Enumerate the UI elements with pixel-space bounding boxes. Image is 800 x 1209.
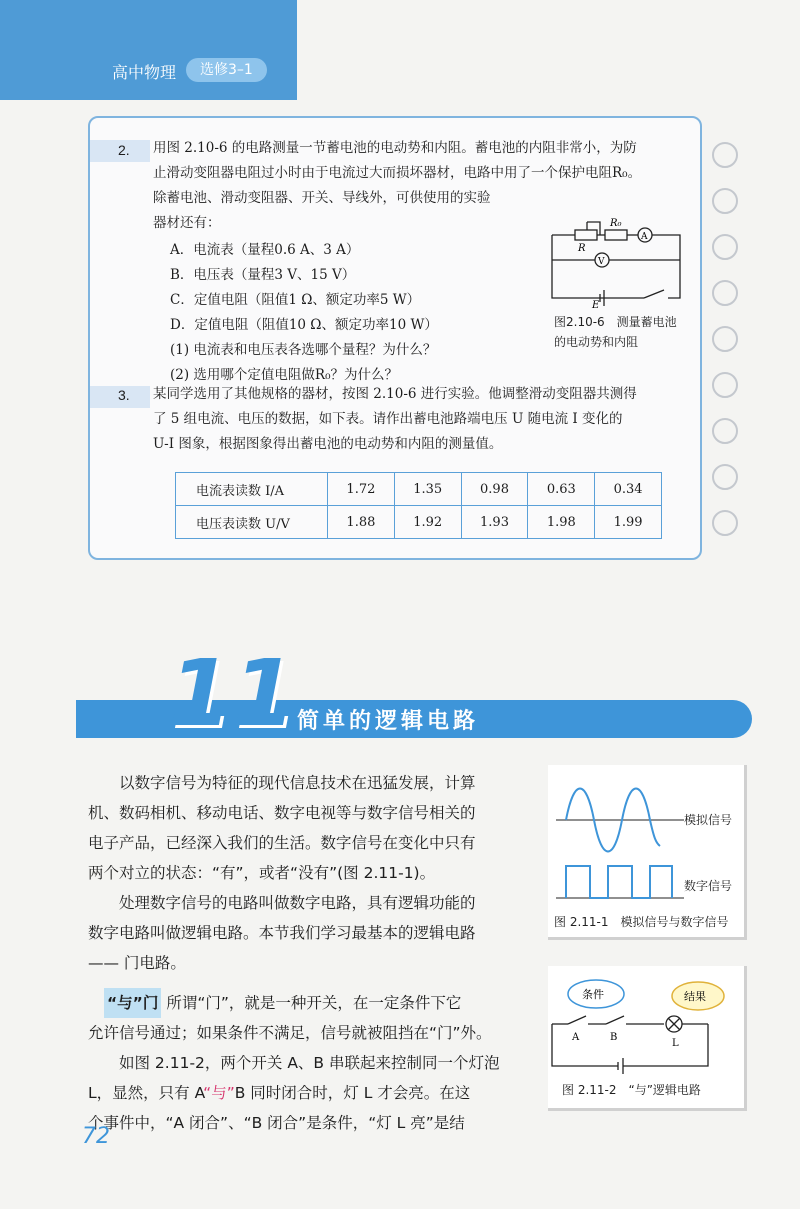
q2-options [170,238,550,388]
fig-2-11-1-caption: 图 2.11-1 模拟信号与数字信号 [554,915,729,929]
table-row [176,473,662,506]
volume-pill: 选修3–1 [186,58,267,82]
ammeter-label: A [641,232,648,242]
text-line: 处理数字信号的电路叫做数字电路，具有逻辑功能的 [119,894,476,912]
fig-2-11-2-caption: 图 2.11-2 “与”逻辑电路 [562,1083,701,1097]
switch-b-label: B [610,1032,618,1043]
text-line: 个事件中，“A 闭合”、“B 闭合”是条件，“灯 L 亮”是结 [88,1114,465,1132]
q2-line: 用图 2.10-6 的电路测量一节蓄电池的电动势和内阻。蓄电池的内阻非常小，为防 [153,140,637,156]
q3-line: 了 5 组电流、电压的数据，如下表。请作出蓄电池路端电压 U 随电流 I 变化的 [153,411,623,427]
caption-line: 的电动势和内阻 [554,335,639,349]
table-cell: 1.93 [461,506,528,539]
text-line: 电子产品，已经深入我们的生活。数字信号在变化中只有 [88,834,476,852]
ring-icon [712,280,738,306]
text-line: 以数字信号为特征的现代信息技术在迅猛发展，计算 [119,774,476,792]
digital-label: 数字信号 [684,879,733,893]
ring-icon [712,464,738,490]
ring-icon [712,510,738,536]
lamp-label: L [672,1038,679,1049]
table-cell: 电压表读数 U/V [176,506,328,539]
intro-paragraph [88,768,528,978]
table-cell: 0.98 [461,473,528,506]
and-gate-label: “与”门 [104,988,161,1018]
q2-line: 止滑动变阻器电阻过小时由于电流过大而损坏器材，电路中用了一个保护电阻R₀。 [153,165,642,181]
result-bubble-text: 结果 [684,990,706,1003]
q3-line: U-I 图象，根据图象得出蓄电池的电动势和内阻的测量值。 [153,436,503,452]
q2-line: 器材还有： [153,215,221,231]
voltmeter-label: V [598,257,605,267]
and-logic-circuit [548,966,744,1076]
text-span: B 同时闭合时，灯 L 才会亮。在这 [234,1084,471,1102]
option-d: D．定值电阻（阻值10 Ω、额定功率10 W） [170,317,438,333]
emf-label: E [592,300,600,310]
analog-label: 模拟信号 [684,813,733,827]
option-a: A．电流表（量程0.6 A、3 A） [170,242,360,258]
condition-bubble-text: 条件 [582,988,604,1001]
text-span: L，显然，只有 A [88,1084,204,1102]
fig-2-10-6-caption [554,312,677,352]
text-line: 如图 2.11-2，两个开关 A、B 串联起来控制同一个灯泡 [119,1054,500,1072]
binder-rings [712,142,740,556]
switch-a-label: A [572,1032,580,1043]
sub-question-2: (2) 选用哪个定值电阻做R₀？为什么？ [170,367,398,383]
option-b: B．电压表（量程3 V、15 V） [170,267,356,283]
ring-icon [712,188,738,214]
text-line: —— 门电路。 [88,954,186,972]
and-gate-paragraph [88,988,528,1138]
signal-waveforms [556,778,686,908]
text-line: 所谓“门”，就是一种开关，在一定条件下它 [166,994,462,1012]
table-cell: 1.98 [528,506,595,539]
table-cell: 1.72 [328,473,395,506]
ring-icon [712,372,738,398]
r-label: R [578,243,586,254]
text-line: 数字电路叫做逻辑电路。本节我们学习最基本的逻辑电路 [88,924,476,942]
table-cell: 0.34 [595,473,662,506]
ring-icon [712,418,738,444]
table-cell: 1.88 [328,506,395,539]
ring-icon [712,142,738,168]
and-keyword: “与” [203,1084,235,1102]
data-table [175,472,662,539]
section-number: 11 [168,640,297,747]
text-line: 两个对立的状态：“有”，或者“没有”(图 2.11-1)。 [88,864,436,882]
option-c: C．定值电阻（阻值1 Ω、额定功率5 W） [170,292,421,308]
table-cell: 1.99 [595,506,662,539]
q3-stem [153,382,693,457]
caption-line: 图2.10-6 测量蓄电池 [554,315,677,329]
ring-icon [712,326,738,352]
section-title: 简单的逻辑电路 [297,709,480,734]
table-cell: 1.92 [394,506,461,539]
table-cell: 0.63 [528,473,595,506]
q2-line: 除蓄电池、滑动变阻器、开关、导线外，可供使用的实验 [153,190,491,206]
table-cell: 1.35 [394,473,461,506]
page-number: 72 [82,1124,110,1149]
table-cell: 电流表读数 I/A [176,473,328,506]
battery-circuit-diagram [540,210,690,310]
ring-icon [712,234,738,260]
r0-label: R₀ [610,218,622,229]
table-row [176,506,662,539]
sub-question-1: (1) 电流表和电压表各选哪个量程？为什么？ [170,342,437,358]
q3-line: 某同学选用了其他规格的器材，按图 2.10-6 进行实验。他调整滑动变阻器共测得 [153,386,637,402]
book-title: 高中物理 [112,63,177,82]
text-line: 机、数码相机、移动电话、数字电视等与数字信号相关的 [88,804,476,822]
header-band [0,0,297,100]
text-line: 允许信号通过；如果条件不满足，信号就被阻挡在“门”外。 [88,1024,492,1042]
q2-number: 2. [118,142,130,158]
q3-number: 3. [118,387,130,403]
